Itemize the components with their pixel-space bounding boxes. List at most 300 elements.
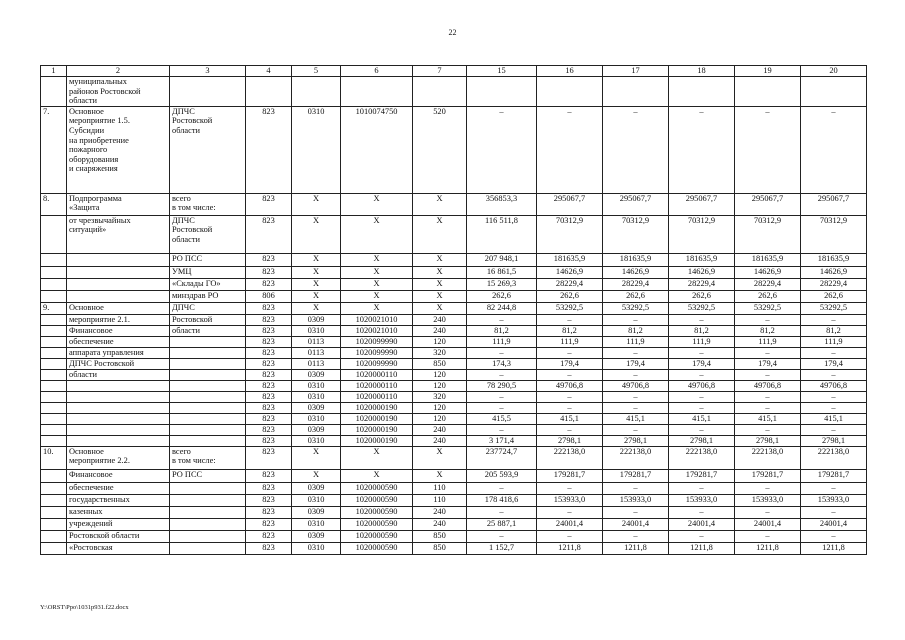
value-cell: 179,4	[801, 358, 867, 369]
value-cell: 81,2	[735, 325, 801, 336]
table-row	[41, 266, 867, 278]
measure-name-line: от чрезвычайных	[69, 215, 131, 225]
value-cell: –	[801, 482, 867, 494]
value-cell: –	[669, 402, 735, 413]
value-cell: –	[735, 314, 801, 325]
value-cell: –	[669, 530, 735, 542]
code-grbs: 823	[246, 314, 292, 325]
value-cell: –	[669, 391, 735, 402]
executor-line: ДПЧС	[172, 215, 195, 225]
value-cell: 78 290,5	[467, 380, 537, 391]
executor	[170, 413, 246, 424]
executor-line: УМЦ	[172, 266, 192, 276]
page-number: 22	[448, 28, 457, 37]
value-cell: 181635,9	[537, 253, 603, 266]
value-cell: 2798,1	[669, 435, 735, 446]
code-csr: Х	[341, 266, 413, 278]
table-row	[41, 506, 867, 518]
value-cell: 24001,4	[669, 518, 735, 530]
code-grbs: 823	[246, 446, 292, 469]
value-cell: –	[537, 530, 603, 542]
value-cell: 179281,7	[669, 469, 735, 482]
executor-line: области	[172, 325, 200, 335]
value-cell: –	[801, 530, 867, 542]
measure-name-line: Финансовое	[69, 469, 113, 479]
value-cell: 14626,9	[537, 266, 603, 278]
row-index	[41, 494, 67, 506]
table-row	[41, 530, 867, 542]
code-vr: 240	[413, 518, 467, 530]
value-cell: –	[537, 482, 603, 494]
table-row	[41, 278, 867, 290]
header-cell: 4	[246, 66, 292, 77]
code-rzpr: Х	[292, 253, 341, 266]
value-cell: 28229,4	[735, 278, 801, 290]
value-cell	[735, 77, 801, 107]
code-grbs: 823	[246, 253, 292, 266]
code-vr: 850	[413, 358, 467, 369]
value-cell: 14626,9	[603, 266, 669, 278]
value-cell: 153933,0	[537, 494, 603, 506]
value-cell: –	[669, 106, 735, 193]
value-cell: 179281,7	[801, 469, 867, 482]
value-cell: –	[801, 391, 867, 402]
value-cell: –	[669, 506, 735, 518]
value-cell: 415,5	[467, 413, 537, 424]
executor	[170, 325, 246, 336]
table-row	[41, 325, 867, 336]
value-cell: –	[735, 369, 801, 380]
header-cell: 19	[735, 66, 801, 77]
code-vr: Х	[413, 446, 467, 469]
measure-name-line: Ростовской области	[69, 530, 140, 540]
code-vr: 320	[413, 347, 467, 358]
table-row	[41, 369, 867, 380]
value-cell: –	[669, 314, 735, 325]
measure-name	[67, 314, 170, 325]
measure-name	[67, 290, 170, 302]
table-body	[41, 77, 867, 555]
value-cell: 222138,0	[537, 446, 603, 469]
executor	[170, 77, 246, 107]
table-row	[41, 542, 867, 554]
value-cell: 82 244,8	[467, 302, 537, 314]
value-cell: –	[735, 106, 801, 193]
code-csr: 1020099990	[341, 358, 413, 369]
code-vr: Х	[413, 253, 467, 266]
value-cell: –	[467, 402, 537, 413]
value-cell: 70312,9	[537, 215, 603, 253]
table-row	[41, 336, 867, 347]
value-cell: 53292,5	[603, 302, 669, 314]
row-index	[41, 413, 67, 424]
measure-name-line: оборудования	[69, 154, 119, 164]
value-cell: 70312,9	[801, 215, 867, 253]
executor	[170, 314, 246, 325]
row-index	[41, 542, 67, 554]
value-cell: 174,3	[467, 358, 537, 369]
code-csr: 1020000110	[341, 391, 413, 402]
code-rzpr: 0310	[292, 435, 341, 446]
measure-name	[67, 347, 170, 358]
executor	[170, 302, 246, 314]
code-csr: 1020000590	[341, 494, 413, 506]
row-index	[41, 347, 67, 358]
row-index	[41, 435, 67, 446]
value-cell: –	[669, 347, 735, 358]
row-index	[41, 278, 67, 290]
row-index	[41, 391, 67, 402]
table-row	[41, 494, 867, 506]
value-cell: 28229,4	[669, 278, 735, 290]
measure-name	[67, 435, 170, 446]
code-rzpr: Х	[292, 446, 341, 469]
header-cell: 18	[669, 66, 735, 77]
value-cell: 179281,7	[603, 469, 669, 482]
value-cell: 415,1	[537, 413, 603, 424]
table-row	[41, 413, 867, 424]
value-cell: 1211,8	[735, 542, 801, 554]
code-rzpr: Х	[292, 193, 341, 215]
code-grbs: 823	[246, 347, 292, 358]
budget-table	[40, 65, 867, 555]
value-cell: 295067,7	[603, 193, 669, 215]
code-grbs: 823	[246, 494, 292, 506]
row-index	[41, 266, 67, 278]
code-grbs: 823	[246, 506, 292, 518]
code-rzpr: 0310	[292, 413, 341, 424]
code-grbs: 823	[246, 193, 292, 215]
value-cell: 415,1	[801, 413, 867, 424]
code-vr: 120	[413, 413, 467, 424]
executor	[170, 494, 246, 506]
value-cell: 2798,1	[735, 435, 801, 446]
value-cell: 415,1	[735, 413, 801, 424]
value-cell: –	[537, 391, 603, 402]
executor	[170, 482, 246, 494]
code-csr: 1020021010	[341, 314, 413, 325]
code-grbs: 823	[246, 215, 292, 253]
value-cell: 262,6	[603, 290, 669, 302]
code-csr: 1020000590	[341, 542, 413, 554]
code-csr: 1020000590	[341, 518, 413, 530]
value-cell: –	[801, 369, 867, 380]
header-row	[41, 66, 867, 77]
code-grbs: 823	[246, 435, 292, 446]
code-csr: Х	[341, 193, 413, 215]
code-rzpr: 0113	[292, 336, 341, 347]
row-index	[41, 380, 67, 391]
file-path-footer: Y:\ORST\Ppo\1031p931.f22.docx	[40, 604, 129, 611]
header-cell: 15	[467, 66, 537, 77]
executor	[170, 518, 246, 530]
code-vr	[413, 77, 467, 107]
value-cell: –	[603, 369, 669, 380]
row-index	[41, 482, 67, 494]
executor-line: в том числе:	[172, 456, 216, 466]
value-cell: 295067,7	[801, 193, 867, 215]
measure-name	[67, 215, 170, 253]
header-cell: 5	[292, 66, 341, 77]
executor-line: ДПЧС	[172, 302, 195, 312]
executor	[170, 369, 246, 380]
table-row	[41, 106, 867, 193]
row-index	[41, 358, 67, 369]
code-rzpr: 0310	[292, 542, 341, 554]
value-cell: 262,6	[467, 290, 537, 302]
value-cell: 222138,0	[669, 446, 735, 469]
executor	[170, 542, 246, 554]
value-cell: 53292,5	[801, 302, 867, 314]
measure-name	[67, 424, 170, 435]
code-rzpr: 0309	[292, 530, 341, 542]
measure-name-line: казенных	[69, 506, 103, 516]
code-vr: Х	[413, 469, 467, 482]
value-cell: 207 948,1	[467, 253, 537, 266]
value-cell: 14626,9	[735, 266, 801, 278]
value-cell: –	[603, 106, 669, 193]
measure-name	[67, 413, 170, 424]
measure-name-line: Основное	[69, 302, 104, 312]
value-cell: –	[467, 424, 537, 435]
measure-name	[67, 358, 170, 369]
value-cell: –	[537, 106, 603, 193]
measure-name-line: Субсидии	[69, 125, 105, 135]
measure-name	[67, 77, 170, 107]
code-csr: 1010074750	[341, 106, 413, 193]
measure-name	[67, 336, 170, 347]
value-cell: –	[537, 506, 603, 518]
code-rzpr: 0310	[292, 325, 341, 336]
code-csr: 1020000190	[341, 402, 413, 413]
row-index	[41, 290, 67, 302]
value-cell: 1211,8	[801, 542, 867, 554]
row-index: 7.	[41, 106, 67, 193]
code-grbs: 823	[246, 469, 292, 482]
code-grbs: 823	[246, 369, 292, 380]
code-vr: Х	[413, 193, 467, 215]
row-index	[41, 325, 67, 336]
header-cell: 1	[41, 66, 67, 77]
value-cell: 28229,4	[537, 278, 603, 290]
value-cell: –	[603, 482, 669, 494]
value-cell: 81,2	[801, 325, 867, 336]
executor	[170, 424, 246, 435]
value-cell: –	[603, 347, 669, 358]
code-vr: 520	[413, 106, 467, 193]
code-grbs: 823	[246, 424, 292, 435]
code-vr: Х	[413, 266, 467, 278]
value-cell: –	[801, 106, 867, 193]
executor	[170, 106, 246, 193]
measure-name-line: и снаряжения	[69, 164, 118, 174]
code-grbs: 823	[246, 413, 292, 424]
value-cell: –	[467, 506, 537, 518]
executor	[170, 290, 246, 302]
row-index	[41, 336, 67, 347]
code-grbs: 806	[246, 290, 292, 302]
value-cell: 415,1	[603, 413, 669, 424]
value-cell: 1 152,7	[467, 542, 537, 554]
header-cell: 7	[413, 66, 467, 77]
executor-line: минздрав РО	[172, 290, 219, 300]
value-cell: 181635,9	[603, 253, 669, 266]
table-row	[41, 446, 867, 469]
value-cell: –	[467, 482, 537, 494]
code-vr: 110	[413, 494, 467, 506]
executor	[170, 435, 246, 446]
value-cell: –	[537, 369, 603, 380]
value-cell: 24001,4	[537, 518, 603, 530]
measure-name	[67, 266, 170, 278]
value-cell: 1211,8	[603, 542, 669, 554]
row-index	[41, 424, 67, 435]
code-rzpr: 0310	[292, 380, 341, 391]
value-cell: 2798,1	[801, 435, 867, 446]
row-index: 9.	[41, 302, 67, 314]
value-cell: –	[801, 506, 867, 518]
table-row	[41, 314, 867, 325]
code-csr: 1020000590	[341, 482, 413, 494]
measure-name	[67, 253, 170, 266]
code-csr: 1020000110	[341, 369, 413, 380]
code-csr: Х	[341, 215, 413, 253]
code-grbs: 823	[246, 336, 292, 347]
value-cell: –	[735, 530, 801, 542]
value-cell: 24001,4	[735, 518, 801, 530]
value-cell: 153933,0	[669, 494, 735, 506]
table-row	[41, 347, 867, 358]
value-cell: 49706,8	[669, 380, 735, 391]
code-csr: Х	[341, 446, 413, 469]
measure-name-line: на приобретение	[69, 135, 129, 145]
header-cell: 17	[603, 66, 669, 77]
measure-name	[67, 369, 170, 380]
code-csr: 1020021010	[341, 325, 413, 336]
code-rzpr: Х	[292, 266, 341, 278]
value-cell: 237724,7	[467, 446, 537, 469]
value-cell	[467, 77, 537, 107]
value-cell: 70312,9	[669, 215, 735, 253]
code-rzpr: 0309	[292, 402, 341, 413]
table-row	[41, 302, 867, 314]
code-csr: 1020000590	[341, 530, 413, 542]
value-cell: 25 887,1	[467, 518, 537, 530]
value-cell: 24001,4	[801, 518, 867, 530]
value-cell: 70312,9	[603, 215, 669, 253]
code-csr: Х	[341, 290, 413, 302]
executor-line: «Склады ГО»	[172, 278, 221, 288]
value-cell: 181635,9	[669, 253, 735, 266]
value-cell: –	[467, 369, 537, 380]
measure-name	[67, 106, 170, 193]
code-rzpr: 0113	[292, 347, 341, 358]
measure-name	[67, 302, 170, 314]
executor-line: в том числе:	[172, 203, 216, 213]
value-cell: –	[735, 482, 801, 494]
value-cell: 153933,0	[801, 494, 867, 506]
measure-name-line: районов Ростовской	[69, 86, 141, 96]
value-cell: 179281,7	[537, 469, 603, 482]
value-cell: –	[669, 369, 735, 380]
value-cell: 53292,5	[669, 302, 735, 314]
code-csr: Х	[341, 253, 413, 266]
code-csr: 1020000190	[341, 424, 413, 435]
value-cell: 179,4	[537, 358, 603, 369]
code-grbs: 823	[246, 482, 292, 494]
value-cell: 14626,9	[669, 266, 735, 278]
measure-name-line: «Защита	[69, 203, 100, 213]
code-csr: 1020000590	[341, 506, 413, 518]
table-row	[41, 518, 867, 530]
measure-name-line: Основное	[69, 106, 104, 116]
executor	[170, 402, 246, 413]
code-grbs: 823	[246, 358, 292, 369]
code-grbs: 823	[246, 302, 292, 314]
value-cell: 2798,1	[537, 435, 603, 446]
value-cell: 295067,7	[669, 193, 735, 215]
value-cell: 181635,9	[735, 253, 801, 266]
code-csr: Х	[341, 302, 413, 314]
measure-name-line: мероприятие 2.1.	[69, 314, 130, 324]
value-cell	[603, 77, 669, 107]
code-csr: 1020000110	[341, 380, 413, 391]
table-row	[41, 77, 867, 107]
value-cell: 178 418,6	[467, 494, 537, 506]
table-row	[41, 424, 867, 435]
value-cell: –	[735, 424, 801, 435]
row-index	[41, 469, 67, 482]
code-grbs: 823	[246, 518, 292, 530]
value-cell: 222138,0	[735, 446, 801, 469]
measure-name-line: обеспечение	[69, 336, 114, 346]
measure-name-line: обеспечение	[69, 482, 114, 492]
measure-name-line: «Ростовская	[69, 542, 113, 552]
header-cell: 16	[537, 66, 603, 77]
measure-name-line: ситуаций»	[69, 225, 107, 235]
code-vr: 240	[413, 506, 467, 518]
value-cell: 262,6	[537, 290, 603, 302]
code-grbs: 823	[246, 530, 292, 542]
measure-name-line: Финансовое	[69, 325, 113, 335]
measure-name	[67, 506, 170, 518]
measure-name	[67, 542, 170, 554]
executor	[170, 469, 246, 482]
code-vr: 240	[413, 325, 467, 336]
value-cell: 16 861,5	[467, 266, 537, 278]
value-cell: –	[537, 402, 603, 413]
row-index: 10.	[41, 446, 67, 469]
table-row	[41, 469, 867, 482]
table-row	[41, 253, 867, 266]
value-cell: –	[537, 314, 603, 325]
value-cell: –	[735, 402, 801, 413]
row-index	[41, 506, 67, 518]
measure-name	[67, 518, 170, 530]
value-cell: 262,6	[735, 290, 801, 302]
code-grbs: 823	[246, 380, 292, 391]
code-rzpr: Х	[292, 278, 341, 290]
measure-name	[67, 193, 170, 215]
row-index	[41, 253, 67, 266]
value-cell: 2798,1	[603, 435, 669, 446]
value-cell: 28229,4	[603, 278, 669, 290]
executor	[170, 446, 246, 469]
value-cell	[537, 77, 603, 107]
executor-line: области	[172, 234, 200, 244]
code-vr: Х	[413, 215, 467, 253]
code-csr: 1020099990	[341, 347, 413, 358]
